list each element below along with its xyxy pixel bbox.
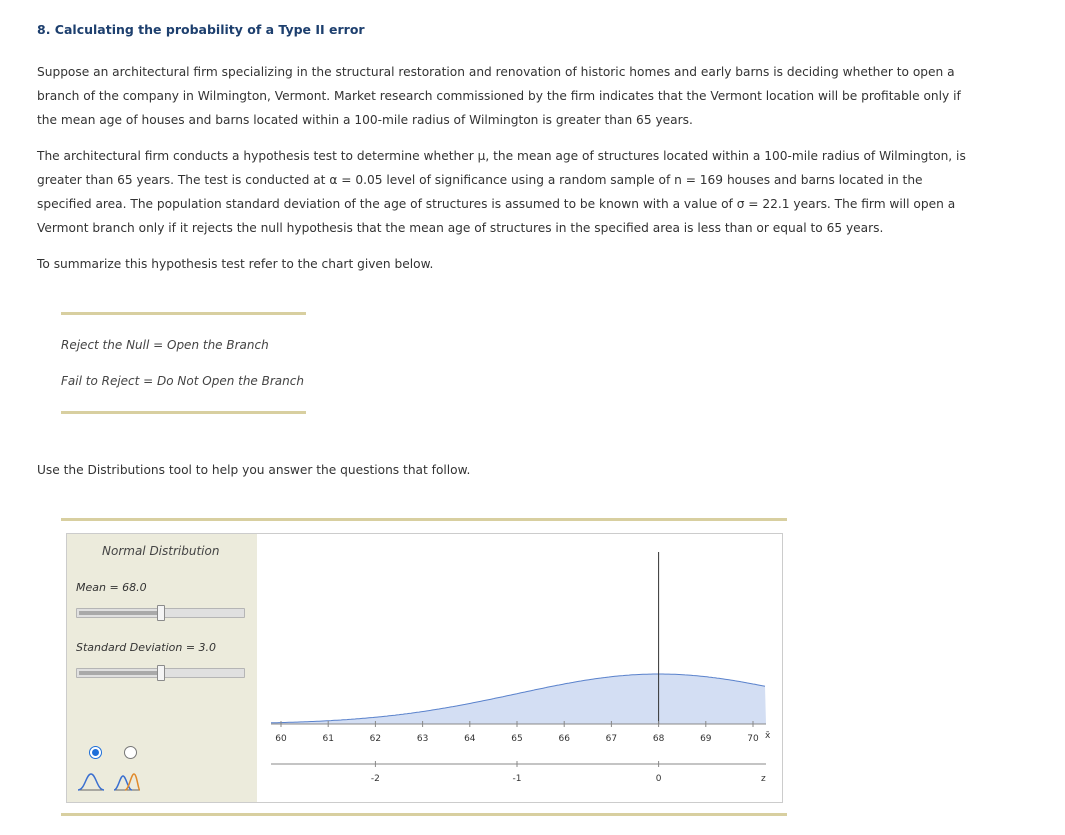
intro-paragraph: Suppose an architectural firm specializing in the structural restoration and renovation of historic homes and early barns is deciding whether to open a branch of the company in Wilmington, Vermont. Market research commissioned by the firm indicates that the Vermont location will be profitable only if the mean age of houses and barns located within a 100-mile radius of Wilmington is greater than 65 years. (37, 65, 961, 127)
tool-control-panel (67, 534, 257, 802)
tool-bottom-rule (61, 813, 787, 816)
reject-null-line: Reject the Null = Open the Branch (61, 338, 269, 352)
sd-slider[interactable] (76, 668, 245, 678)
x-axis-label: x̄ (765, 731, 771, 741)
z-tick-label: -2 (370, 774, 380, 784)
distribution-chart (257, 534, 782, 802)
summary-bottom-rule (61, 411, 306, 414)
single-distribution-radio[interactable] (89, 746, 102, 759)
x-tick-label: 63 (416, 734, 429, 744)
test-description-paragraph: The architectural firm conducts a hypothesis test to determine whether μ, the mean age of structures located within a 100-mile radius of Wilmington, is greater than 65 years. The test is conducted at α = 0.05 level of significance using a random sample of n = 169 houses and barns located in the specified area. The population standard deviation of the age of structures is assumed to be known with a value of σ = 22.1 years. The firm will open a Vermont branch only if it rejects the null hypothesis that the mean age of structures in the specified area is less than or equal to 65 years. (37, 149, 966, 235)
sd-label: Standard Deviation = 3.0 (76, 641, 217, 654)
z-tick-label: 0 (655, 774, 662, 784)
two-distributions-radio[interactable] (124, 746, 137, 759)
tool-top-rule (61, 518, 787, 521)
question-heading: 8. Calculating the probability of a Type II error (37, 22, 365, 37)
x-tick-label: 60 (275, 734, 287, 744)
x-tick-label: 69 (700, 734, 712, 744)
x-tick-label: 70 (747, 734, 759, 744)
sd-slider-handle[interactable] (157, 665, 165, 681)
fail-to-reject-line: Fail to Reject = Do Not Open the Branch (61, 374, 304, 388)
distribution-area (271, 674, 766, 724)
z-axis-label: z (761, 774, 766, 784)
x-tick-label: 65 (511, 734, 523, 744)
summary-top-rule (61, 312, 306, 315)
x-tick-label: 66 (558, 734, 570, 744)
x-tick-label: 62 (369, 734, 382, 744)
mean-label: Mean = 68.0 (76, 581, 147, 594)
distributions-tool (66, 533, 783, 803)
x-tick-label: 68 (652, 734, 665, 744)
x-tick-label: 64 (464, 734, 476, 744)
two-curves-icon[interactable] (113, 770, 141, 792)
mean-slider-handle[interactable] (157, 605, 165, 621)
normal-curve-icon[interactable] (77, 770, 105, 792)
tool-title: Normal Distribution (102, 544, 220, 558)
sd-slider-fill (79, 671, 159, 675)
mean-slider[interactable] (76, 608, 245, 618)
summary-instruction: To summarize this hypothesis test refer to the chart given below. (37, 257, 434, 271)
x-tick-label: 61 (322, 734, 334, 744)
tool-instruction: Use the Distributions tool to help you answer the questions that follow. (37, 463, 471, 477)
z-tick-label: -1 (512, 774, 522, 784)
x-tick-label: 67 (605, 734, 618, 744)
mean-slider-fill (79, 611, 159, 615)
